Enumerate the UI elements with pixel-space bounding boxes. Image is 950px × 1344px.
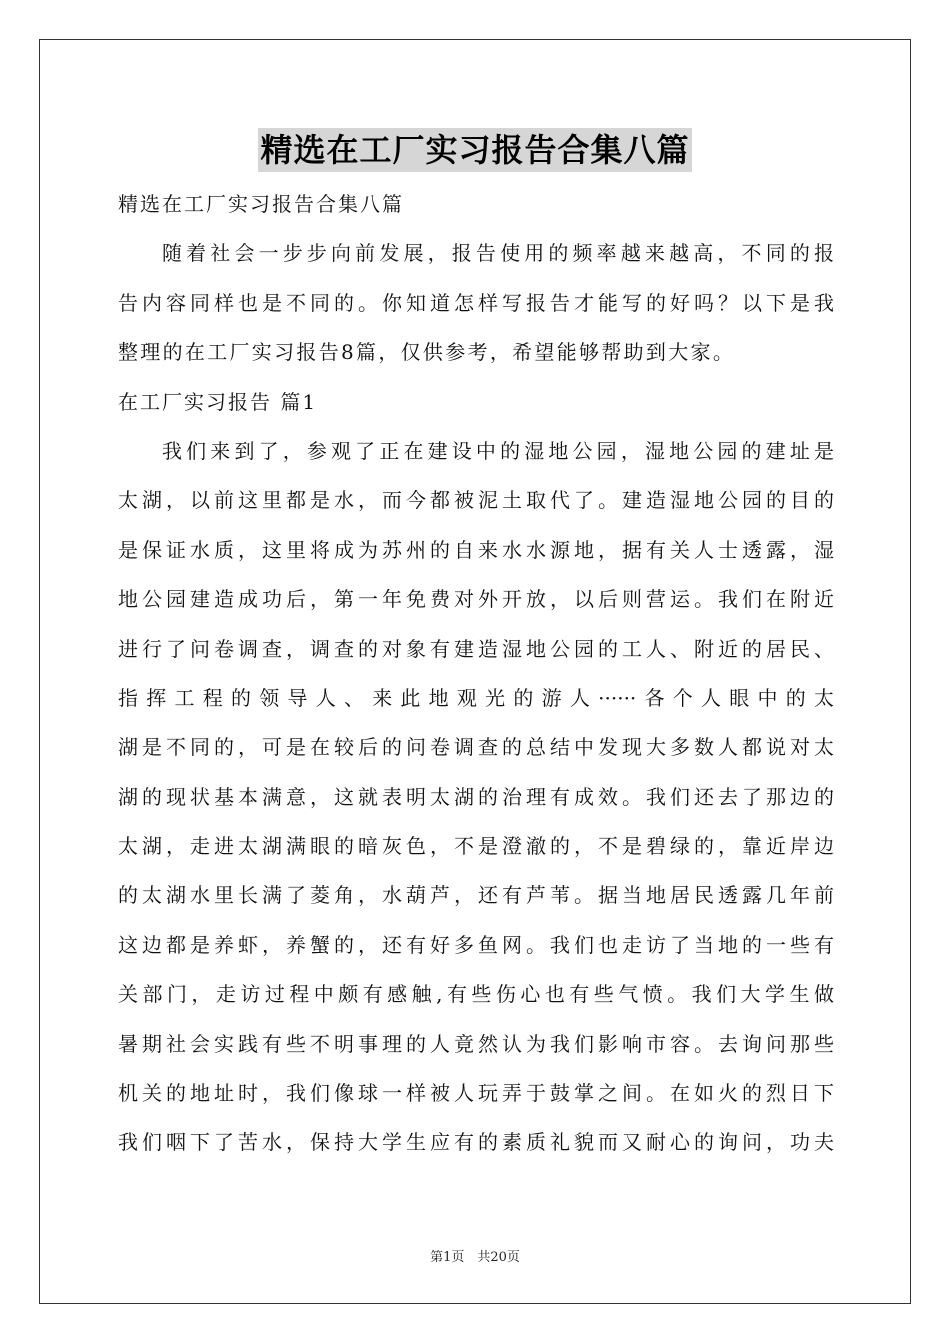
body-line: 地公园建造成功后，第一年免费对外开放，以后则营运。我们在附近 [118,587,834,612]
title-wrapper [0,128,950,172]
body-line: 我们来到了，参观了正在建设中的湿地公园，湿地公园的建址是 [162,438,834,463]
body-line: 太湖，走进太湖满眼的暗灰色，不是澄澈的，不是碧绿的，靠近岸边 [118,834,834,859]
body-line: 湖的现状基本满意，这就表明太湖的治理有成效。我们还去了那边的 [118,784,834,809]
document-title: 精选在工厂实习报告合集八篇 [258,128,691,172]
body-line: 进行了问卷调查，调查的对象有建造湿地公园的工人、附近的居民、 [118,636,834,661]
body-line: 我们咽下了苦水，保持大学生应有的素质礼貌而又耐心的询问，功夫 [118,1130,834,1155]
page-footer [0,1246,950,1265]
page-number: 第1页 共20页 [430,1250,520,1265]
body-line: 是保证水质，这里将成为苏州的自来水水源地，据有关人士透露，湿 [118,537,834,562]
body-line: 指挥工程的领导人、来此地观光的游人······各个人眼中的太 [118,685,834,710]
body-line: 机关的地址时，我们像球一样被人玩弄于鼓掌之间。在如火的烈日下 [118,1081,834,1106]
body-line: 关部门，走访过程中颇有感触,有些伤心也有些气愤。我们大学生做 [118,982,834,1007]
body-line: 暑期社会实践有些不明事理的人竟然认为我们影响市容。去询问那些 [118,1031,834,1056]
intro-line: 整理的在工厂实习报告8篇，仅供参考，希望能够帮助到大家。 [118,340,736,365]
body-line: 的太湖水里长满了菱角，水葫芦，还有芦苇。据当地居民透露几年前 [118,883,834,908]
document-body [118,180,834,1168]
section-heading: 在工厂实习报告 篇1 [118,389,318,414]
intro-line: 告内容同样也是不同的。你知道怎样写报告才能写的好吗？以下是我 [118,290,834,315]
document-subtitle: 精选在工厂实习报告合集八篇 [118,192,404,216]
body-line: 这边都是养虾，养蟹的，还有好多鱼网。我们也走访了当地的一些有 [118,932,834,957]
body-line: 湖是不同的，可是在较后的问卷调查的总结中发现大多数人都说对太 [118,735,834,760]
intro-line: 随着社会一步步向前发展，报告使用的频率越来越高，不同的报 [162,241,834,266]
body-line: 太湖，以前这里都是水，而今都被泥土取代了。建造湿地公园的目的 [118,488,834,513]
